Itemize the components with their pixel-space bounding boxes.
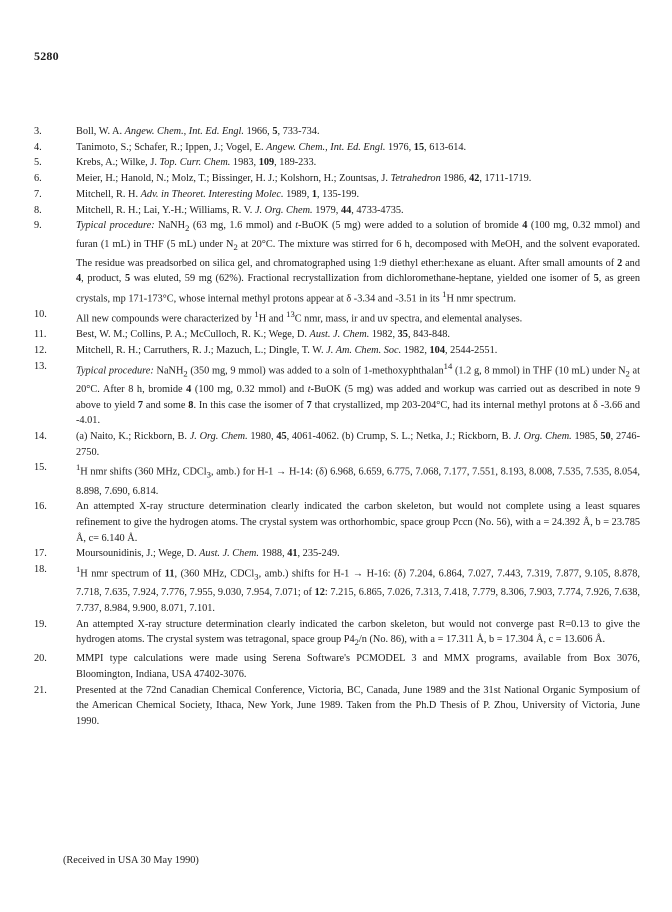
reference-number: 20. bbox=[34, 653, 47, 665]
reference-number: 5. bbox=[34, 157, 42, 169]
reference-item bbox=[34, 562, 640, 617]
reference-text: MMPI type calculations were made using Serena Software's PCMODEL 3 and MMX programs, available from Box 3076, Bloomington, Indiana, USA 47402-3076. bbox=[76, 653, 640, 680]
reference-number: 6. bbox=[34, 173, 42, 185]
reference-item bbox=[34, 651, 640, 682]
reference-text: Meier, H.; Hanold, N.; Molz, T.; Bissinger, H. J.; Kolshorn, H.; Zountsas, J. Tetrahedron 1986, 42, 1711-1719. bbox=[76, 173, 532, 185]
reference-number: 13. bbox=[34, 360, 47, 372]
reference-number: 21. bbox=[34, 684, 47, 696]
reference-number: 11. bbox=[34, 329, 47, 341]
reference-item bbox=[34, 124, 640, 140]
reference-item bbox=[34, 499, 640, 546]
reference-number: 7. bbox=[34, 188, 42, 200]
reference-item bbox=[34, 203, 640, 219]
reference-text: Moursounidinis, J.; Wege, D. Aust. J. Chem. 1988, 41, 235-249. bbox=[76, 548, 340, 560]
reference-text: Mitchell, R. H.; Lai, Y.-H.; Williams, R. V. J. Org. Chem. 1979, 44, 4733-4735. bbox=[76, 204, 404, 216]
reference-item bbox=[34, 187, 640, 203]
reference-item bbox=[34, 218, 640, 307]
page-number: 5280 bbox=[34, 49, 59, 63]
reference-item bbox=[34, 140, 640, 156]
reference-item bbox=[34, 683, 640, 730]
reference-text: Typical procedure: NaNH$_2$ (63 mg, 1.6 mmol) and t-BuOK (5 mg) were added to a solution of bromide 4 (100 mg, 0.32 mmol) and furan (1 mL) in THF (5 mL) under $N_2$ at 20°C. The mixture was stirred for 6 h, decomposed with MeOH, and the solvent evaporated. The residue was preadsorbed on silica gel, and chromatographed using 1:9 diethyl ether:hexane as eluant. After small amounts of 2 and 4, product, 5 was eluted, 59 mg (62%). Fractional recrystallization from dichloromethane-heptane, yielded one isomer of 5, as green crystals, mp 171-173°C, whose internal methyl protons appear at δ -3.34 and -3.51 in its $^1$H nmr spectrum. bbox=[76, 220, 640, 305]
reference-item bbox=[34, 460, 640, 499]
reference-text: All new compounds were characterized by $^1$H and $^{13}$C nmr, mass, ir and uv spectra, and elemental analyses. bbox=[76, 309, 523, 325]
reference-text: (a) Naito, K.; Rickborn, B. J. Org. Chem. 1980, 45, 4061-4062. (b) Crump, S. L.; Netka, J.; Rickborn, B. J. Org. Chem. 1985, 50, 2746-2750. bbox=[76, 431, 640, 458]
reference-text: Krebs, A.; Wilke, J. Top. Curr. Chem. 1983, 109, 189-233. bbox=[76, 157, 317, 169]
reference-item bbox=[34, 155, 640, 171]
reference-text: Boll, W. A. Angew. Chem., Int. Ed. Engl. 1966, 5, 733-734. bbox=[76, 126, 320, 137]
reference-number: 18. bbox=[34, 564, 47, 576]
reference-item bbox=[34, 429, 640, 460]
reference-item bbox=[34, 546, 640, 562]
reference-number: 17. bbox=[34, 548, 47, 560]
reference-text: An attempted X-ray structure determination clearly indicated the carbon skeleton, but would not complete using a least squares refinement to give the hydrogen atoms. The crystal system was orthorhombic, space group Pccn (No. 56), with a = 24.392 Å, b = 23.785 Å, c= 6.140 Å. bbox=[76, 501, 640, 544]
reference-number: 3. bbox=[34, 126, 42, 137]
reference-number: 16. bbox=[34, 501, 47, 513]
received-note: (Received in USA 30 May 1990) bbox=[63, 855, 199, 866]
reference-item bbox=[34, 171, 640, 187]
reference-text: Mitchell, R. H. Adv. in Theoret. Interesting Molec. 1989, 1, 135-199. bbox=[76, 188, 360, 200]
reference-number: 15. bbox=[34, 462, 47, 474]
reference-number: 12. bbox=[34, 345, 47, 357]
reference-number: 4. bbox=[34, 141, 42, 153]
reference-text: $^1$H nmr spectrum of 11, (360 MHz, CDCl$_3$, amb.) shifts for H-1 → H-16: (δ) 7.204, 6.864, 7.027, 7.443, 7.319, 7.877, 9.105, 8.878, 7.718, 7.635, 7.924, 7.776, 7.955, 9.030, 7.954, 7.071; of 12: 7.215, 6.865, 7.026, 7.313, 7.418, 7.779, 8.306, 7.903, 7.774, 7.926, 7.638, 7.737, 8.984, 9.900, 8.071, 7.101. bbox=[76, 564, 641, 615]
reference-text: $^1$H nmr shifts (360 MHz, CDCl$_3$, amb.) for H-1 → H-14: (δ) 6.968, 6.659, 6.775, 7.068, 7.177, 7.551, 8.193, 8.008, 7.535, 7.535, 8.054, 8.898, 7.690, 6.814. bbox=[76, 462, 640, 497]
reference-text: Typical procedure: NaNH$_2$ (350 mg, 9 mmol) was added to a soln of 1-methoxyphthalan$^{14}$ (1.2 g, 8 mmol) in THF (10 mL) under $N_2$ at 20°C. After 8 h, bromide 4 (100 mg, 0.32 mmol) and t-BuOK (5 mg) was added and workup was carried out as described in note 9 above to yield 7 and some 8. In this case the isomer of 7 that crystallized, mp 203-204°C, had its internal methyl protons at δ -3.66 and -4.01. bbox=[76, 360, 640, 427]
reference-text: An attempted X-ray structure determination clearly indicated the carbon skeleton, but would not converge past R=0.13 to give the hydrogen atoms. The crystal system was tetragonal, space group $P4_2/n$ (No. 86), with a = 17.311 Å, b = 17.304 Å, c = 13.606 Å. bbox=[76, 618, 640, 648]
reference-item bbox=[34, 359, 640, 429]
reference-number: 10. bbox=[34, 309, 47, 321]
reference-item bbox=[34, 617, 640, 651]
reference-list bbox=[34, 124, 640, 730]
reference-item bbox=[34, 307, 640, 327]
reference-item bbox=[34, 343, 640, 359]
reference-text: Presented at the 72nd Canadian Chemical Conference, Victoria, BC, Canada, June 1989 and the 31st National Organic Symposium of the American Chemical Society, Ithaca, New York, June 1989. Taken from the Ph.D Thesis of P. Zhou, University of Victoria, June 1990. bbox=[76, 684, 640, 727]
reference-number: 19. bbox=[34, 618, 47, 630]
reference-number: 9. bbox=[34, 220, 42, 232]
reference-text: Tanimoto, S.; Schafer, R.; Ippen, J.; Vogel, E. Angew. Chem., Int. Ed. Engl. 1976, 15, 613-614. bbox=[76, 141, 467, 153]
reference-number: 14. bbox=[34, 431, 47, 443]
reference-text: Mitchell, R. H.; Carruthers, R. J.; Mazuch, L.; Dingle, T. W. J. Am. Chem. Soc. 1982, 104, 2544-2551. bbox=[76, 345, 498, 357]
reference-number: 8. bbox=[34, 204, 42, 216]
reference-text: Best, W. M.; Collins, P. A.; McCulloch, R. K.; Wege, D. Aust. J. Chem. 1982, 35, 843-848. bbox=[76, 329, 450, 341]
reference-item bbox=[34, 327, 640, 343]
